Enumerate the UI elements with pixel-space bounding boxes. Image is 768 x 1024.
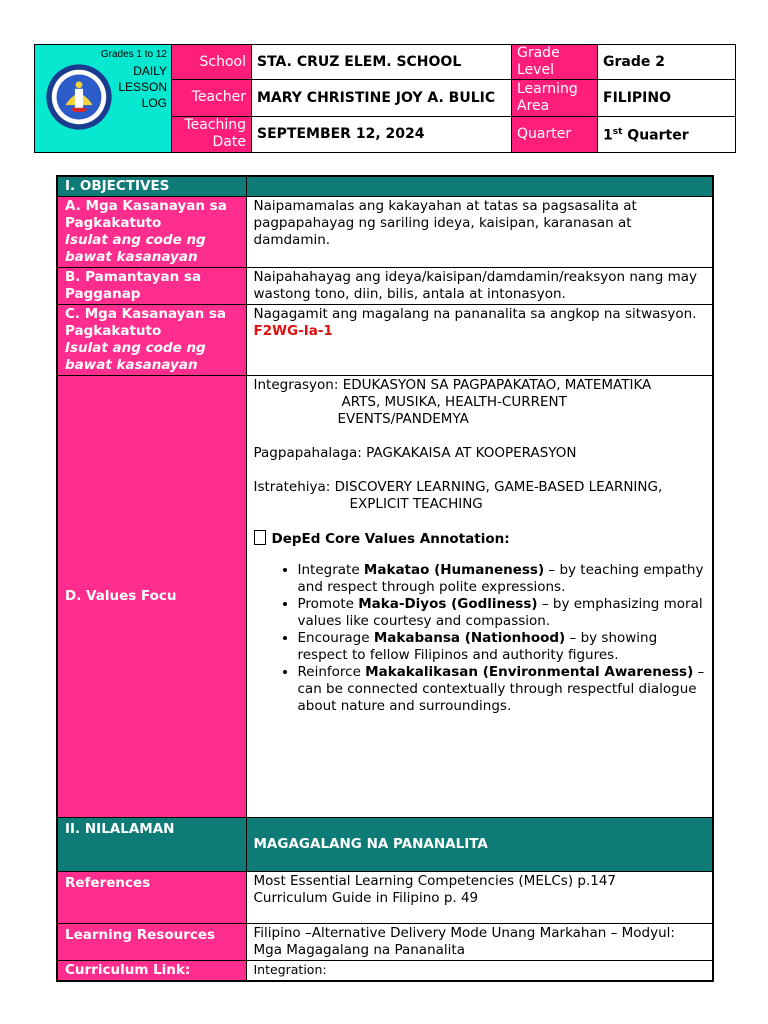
objective-a-label bbox=[57, 197, 246, 268]
teacher-value: MARY CHRISTINE JOY A. BULIC bbox=[252, 80, 512, 116]
integrasyon-line3: EVENTS/PANDEMYA bbox=[337, 411, 469, 427]
objective-c-value bbox=[246, 305, 713, 376]
bullet-post: – by teaching empathy and respect through polite expressions. bbox=[297, 562, 704, 595]
resources-value: Filipino –Alternative Delivery Mode Unang Markahan – Modyul: Mga Magagalang na Pananalita bbox=[246, 924, 713, 961]
date-value: SEPTEMBER 12, 2024 bbox=[252, 116, 512, 152]
values-focus-label: D. Values Focu bbox=[57, 376, 246, 818]
bullet-pre: Integrate bbox=[297, 562, 364, 578]
area-label: Learning Area bbox=[512, 80, 598, 116]
curriculum-link-label: Curriculum Link: bbox=[57, 961, 246, 982]
bullet-bold: Maka-Diyos (Godliness) bbox=[358, 596, 538, 612]
core-value-item bbox=[298, 630, 706, 664]
title-log: LOG bbox=[141, 96, 167, 110]
bullet-pre: Encourage bbox=[297, 630, 374, 646]
lesson-table bbox=[56, 175, 714, 982]
objective-b-label: B. Pamantayan sa Pagganap bbox=[57, 268, 246, 305]
bullet-bold: Makatao (Humaneness) bbox=[363, 562, 545, 578]
quarter-word: Quarter bbox=[627, 128, 689, 145]
objective-a-title: A. Mga Kasanayan sa Pagkakatuto bbox=[65, 198, 227, 231]
pagpapahalaga: Pagpapahalaga: PAGKAKAISA AT KOOPERASYON bbox=[253, 445, 577, 461]
reference-cg: Curriculum Guide in Filipino p. 49 bbox=[253, 890, 479, 906]
references-label: References bbox=[57, 872, 246, 924]
references-value bbox=[246, 872, 713, 924]
logo-cell bbox=[35, 45, 172, 153]
bullet-pre: Reinforce bbox=[297, 664, 366, 680]
school-label: School bbox=[172, 45, 252, 80]
bullet-post: – by emphasizing moral values like courtesy and compassion. bbox=[297, 596, 703, 629]
nilalaman-value: MAGAGALANG NA PANANALITA bbox=[246, 818, 713, 872]
core-values-heading bbox=[254, 530, 706, 548]
core-values-list bbox=[254, 562, 706, 715]
school-value: STA. CRUZ ELEM. SCHOOL bbox=[252, 45, 512, 80]
quarter-label: Quarter bbox=[512, 116, 598, 152]
curriculum-link-value: Integration: bbox=[246, 961, 713, 982]
core-value-item bbox=[298, 562, 706, 596]
objective-a-value: Naipamamalas ang kakayahan at tatas sa pagsasalita at pagpapahayag ng sariling ideya, kaisipan, karanasan at damdamin. bbox=[246, 197, 713, 268]
objectives-heading-blank bbox=[246, 176, 713, 197]
istratehiya-line1: Istratehiya: DISCOVERY LEARNING, GAME-BASED LEARNING, bbox=[253, 479, 663, 495]
objective-c-note: Isulat ang code ng bawat kasanayan bbox=[65, 340, 206, 373]
integrasyon-line1: Integrasyon: EDUKASYON SA PAGPAPAKATAO, MATEMATIKA bbox=[253, 377, 652, 393]
core-values-heading-text: DepEd Core Values Annotation: bbox=[271, 531, 510, 547]
core-value-item bbox=[298, 664, 706, 715]
grade-label: Grade Level bbox=[512, 45, 598, 80]
title-daily: DAILY bbox=[133, 64, 167, 78]
nilalaman-heading: II. NILALAMAN bbox=[57, 818, 246, 872]
reference-melc: Most Essential Learning Competencies (MELCs) p.147 bbox=[253, 873, 617, 889]
quarter-value bbox=[598, 116, 736, 152]
quarter-sup: st bbox=[612, 127, 623, 138]
objective-b-value: Naipahahayag ang ideya/kaisipan/damdamin/reaksyon nang may wastong tono, diin, bilis, antala at intonasyon. bbox=[246, 268, 713, 305]
missing-glyph-icon bbox=[254, 530, 266, 545]
quarter-num: 1 bbox=[603, 128, 613, 145]
header-table bbox=[34, 44, 736, 153]
dll-title bbox=[101, 47, 167, 111]
bullet-post: – by showing respect to fellow Filipinos and authority figures. bbox=[297, 630, 658, 663]
competency-code: F2WG-Ia-1 bbox=[253, 323, 333, 339]
resources-label: Learning Resources bbox=[57, 924, 246, 961]
bullet-post: – can be connected contextually through respectful dialogue about nature and surroundings. bbox=[297, 664, 705, 714]
objective-c-text: Nagagamit ang magalang na pananalita sa angkop na sitwasyon. bbox=[253, 306, 697, 322]
bullet-pre: Promote bbox=[297, 596, 359, 612]
core-value-item bbox=[298, 596, 706, 630]
values-focus-value bbox=[246, 376, 713, 818]
bullet-bold: Makakalikasan (Environmental Awareness) bbox=[365, 664, 694, 680]
objective-c-title: C. Mga Kasanayan sa Pagkakatuto bbox=[65, 306, 227, 339]
area-value: FILIPINO bbox=[598, 80, 736, 116]
title-grades: Grades 1 to 12 bbox=[100, 49, 167, 60]
objective-c-label bbox=[57, 305, 246, 376]
teacher-label: Teacher bbox=[172, 80, 252, 116]
integrasyon-line2: ARTS, MUSIKA, HEALTH-CURRENT bbox=[341, 394, 567, 410]
objectives-heading: I. OBJECTIVES bbox=[57, 176, 246, 197]
objective-a-note: Isulat ang code ng bawat kasanayan bbox=[65, 232, 206, 265]
bullet-bold: Makabansa (Nationhood) bbox=[373, 630, 566, 646]
title-lesson: LESSON bbox=[118, 80, 167, 94]
grade-value: Grade 2 bbox=[598, 45, 736, 80]
date-label: Teaching Date bbox=[172, 116, 252, 152]
istratehiya-line2: EXPLICIT TEACHING bbox=[349, 496, 483, 512]
